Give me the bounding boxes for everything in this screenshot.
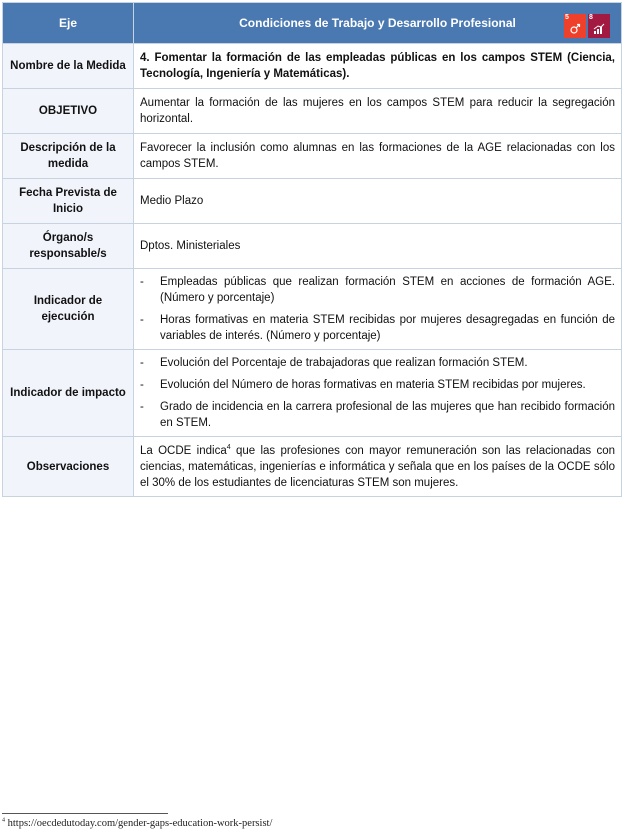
impacto-list bbox=[140, 355, 615, 431]
footnote bbox=[2, 818, 272, 829]
row-observaciones bbox=[3, 437, 622, 497]
footnote-number: 4 bbox=[2, 817, 5, 824]
header-title-text: Condiciones de Trabajo y Desarrollo Profesional bbox=[239, 16, 516, 30]
value-fecha: Medio Plazo bbox=[134, 179, 622, 224]
row-nombre bbox=[3, 44, 622, 89]
label-impacto: Indicador de impacto bbox=[3, 350, 134, 437]
footnote-ref[interactable]: 4 bbox=[226, 443, 231, 451]
label-observaciones: Observaciones bbox=[3, 437, 134, 497]
value-nombre: 4. Fomentar la formación de las empleadas públicas en los campos STEM (Ciencia, Tecnología, Ingeniería y Matemáticas). bbox=[134, 44, 622, 89]
row-ejecucion bbox=[3, 269, 622, 350]
label-ejecucion: Indicador de ejecución bbox=[3, 269, 134, 350]
measure-table bbox=[2, 2, 622, 497]
row-descripcion bbox=[3, 134, 622, 179]
label-fecha: Fecha Prevista de Inicio bbox=[3, 179, 134, 224]
value-impacto bbox=[134, 350, 622, 437]
sdg8-badge bbox=[588, 14, 610, 38]
sdg5-number: 5 bbox=[565, 14, 569, 21]
value-objetivo: Aumentar la formación de las mujeres en los campos STEM para reducir la segregación horizontal. bbox=[134, 89, 622, 134]
value-descripcion: Favorecer la inclusión como alumnas en las formaciones de la AGE relacionadas con los campos STEM. bbox=[134, 134, 622, 179]
sdg8-number: 8 bbox=[589, 14, 593, 21]
row-objetivo bbox=[3, 89, 622, 134]
impacto-item: - Grado de incidencia en la carrera profesional de las mujeres que han recibido formación en STEM. bbox=[140, 399, 615, 431]
sdg5-badge bbox=[564, 14, 586, 38]
label-organo: Órgano/s responsable/s bbox=[3, 224, 134, 269]
ejecucion-item: - Horas formativas en materia STEM recibidas por mujeres desagregadas en función de variables de interés. (Número y porcentaje) bbox=[140, 312, 615, 344]
value-organo: Dptos. Ministeriales bbox=[134, 224, 622, 269]
row-impacto bbox=[3, 350, 622, 437]
value-observaciones bbox=[134, 437, 622, 497]
footnote-url[interactable]: https://oecdedutoday.com/gender-gaps-education-work-persist/ bbox=[5, 818, 273, 829]
observaciones-text-end: que las profesiones con mayor remuneración son las relacionadas con ciencias, matemáticas, ingenierías e informática y señala que en los países de la OCDE sólo el 30% de los estudiantes de licenciaturas STEM son mujeres. bbox=[140, 444, 615, 489]
label-objetivo: OBJETIVO bbox=[3, 89, 134, 134]
impacto-item: - Evolución del Número de horas formativas en materia STEM recibidas por mujeres. bbox=[140, 377, 615, 393]
gender-equality-icon bbox=[569, 23, 581, 35]
label-nombre: Nombre de la Medida bbox=[3, 44, 134, 89]
ejecucion-item: - Empleadas públicas que realizan formación STEM en acciones de formación AGE. (Número y porcentaje) bbox=[140, 274, 615, 306]
header-row bbox=[3, 3, 622, 44]
ejecucion-list bbox=[140, 274, 615, 344]
value-ejecucion bbox=[134, 269, 622, 350]
observaciones-text-start: La OCDE indica bbox=[140, 444, 227, 457]
footnote-divider bbox=[2, 813, 168, 814]
label-descripcion: Descripción de la medida bbox=[3, 134, 134, 179]
header-eje: Eje bbox=[3, 3, 134, 44]
growth-chart-icon bbox=[593, 23, 605, 35]
impacto-item: - Evolución del Porcentaje de trabajadoras que realizan formación STEM. bbox=[140, 355, 615, 371]
row-organo bbox=[3, 224, 622, 269]
row-fecha bbox=[3, 179, 622, 224]
header-title bbox=[134, 3, 622, 44]
